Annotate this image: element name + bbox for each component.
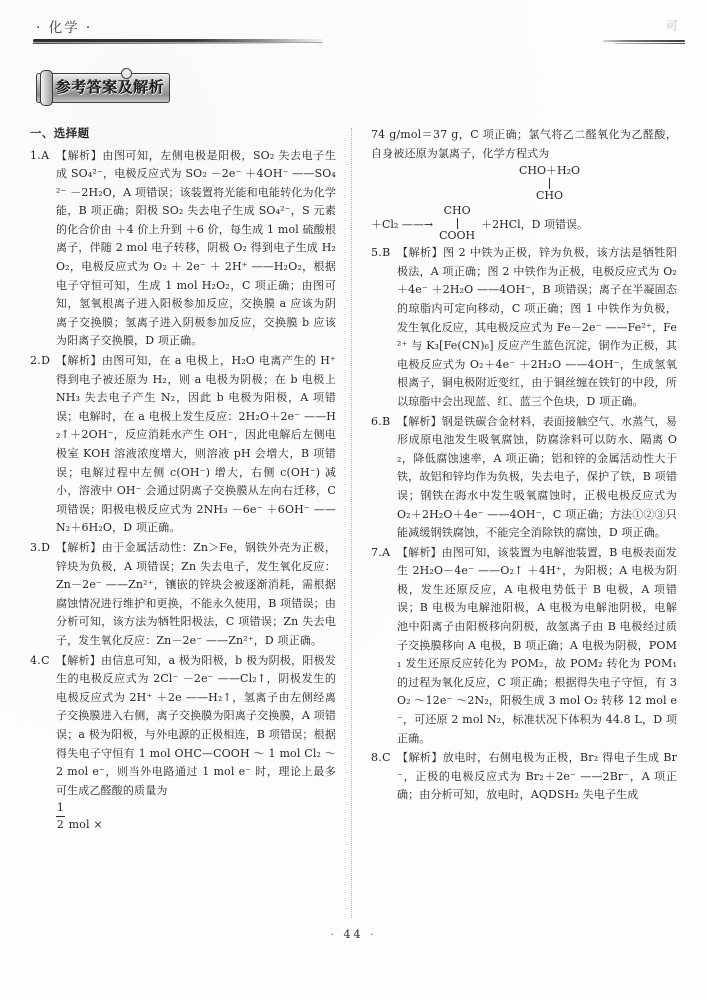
- formula-2-lead: ＋Cl₂ ——→: [371, 218, 434, 232]
- answer-number-1: 1.A: [30, 148, 50, 162]
- header-rule-right: [603, 40, 685, 42]
- structural-formula-1: [371, 164, 677, 203]
- answer-entry-8: [371, 749, 677, 805]
- fraction-bar: [56, 816, 65, 817]
- answer-body-4: 【解析】由信息可知，a 极为阳极，b 极为阴极，阳极发生的电极反应式为 2Cl⁻ －2e⁻ ——Cl₂↑，阴极发生的电极反应式为 2H⁺ ＋2e ——H₂↑，氢离子由左侧经离子交换膜进入右侧，离子交换膜为阳离子交换膜，A 项错误；a 极为阳极，与外电源的正极相连，B 项错误；根据得失电子守恒有 1 mol OHC—COOH ～ 1 mol Cl₂ ～ 2 mol e⁻，则当外电路通过 1 mol e⁻ 时，理论上最多可生成乙醛酸的质量为: [56, 653, 336, 797]
- header-rule-left: [33, 39, 323, 42]
- answer-entry-6: [371, 413, 677, 543]
- formula-2-tail: ＋2HCl，D 项错误。: [481, 218, 588, 232]
- answer-body-2: 【解析】由图可知，在 a 电极上，H₂O 电离产生的 H⁺ 得到电子被还原为 H₂，则 a 电极为阴极；在 b 电极上 NH₃ 失去电子产生 N₂，因此 b 电极为阳极，A 项错误；电解时，在 a 电极上发生反应：2H₂O＋2e⁻ ——H₂↑＋2OH⁻，反应消耗水产生 OH⁻，因此电解后左侧电极室 KOH 溶液浓度增大，则溶液 pH 会增大，B 项错误；电解过程中左侧 c(OH⁻) 增大，右侧 c(OH⁻) 减小，溶液中 OH⁻ 会通过阴离子交换膜从左向右迁移，C 项错误；阳极电极反应式为 2NH₃ －6e⁻ ＋6OH⁻ ——N₂＋6H₂O，D 项正确。: [56, 354, 336, 535]
- formula-1-bottom: CHO: [536, 189, 564, 203]
- column-divider: [351, 128, 352, 918]
- answer-entry-7: [371, 544, 677, 749]
- answer-number-4: 4.C: [30, 653, 50, 667]
- subject-mark: · 化学 ·: [36, 20, 93, 36]
- footer-dot-left: ·: [330, 928, 337, 941]
- answer-body-3: 【解析】由于金属活动性：Zn＞Fe，钢铁外壳为正极，锌块为负极，A 项错误；Zn 失去电子，发生氧化反应：Zn－2e⁻ ——Zn²⁺，镶嵌的锌块会被逐渐消耗，需根据腐蚀情况进行维护和更换，不能永久使用，B 项错误；由分析可知，该方法为牺牲阳极法，C 项错误；Zn 失去电子，发生氧化反应：Zn－2e⁻ ——Zn²⁺，D 项正确。: [56, 540, 336, 647]
- answer-body-7: 【解析】由图可知，该装置为电解池装置，B 电极表面发生 2H₂O－4e⁻ ——O₂↑ ＋4H⁺，为阳极；A 电极为阴极，发生还原反应，A 电极电势低于 B 电极，A 项错误；B 电极为电解池阳极，A 电极为电解池阴极，电解池中阳离子由阳极移向阴极，故氢离子由 B 电极经过质子交换膜移向 A 电极，B 项正确；A 电极为阴极，POM₁ 发生还原反应转化为 POM₂，故 POM₂ 转化为 POM₁ 的过程为氧化反应，C 项正确；根据得失电子守恒，有 3O₂ ～12e⁻ ～2N₂，阳极生成 3 mol O₂ 转移 12 mol e⁻，可还原 2 mol N₂，标准状况下体积为 44.8 L，D 项正确。: [397, 545, 677, 745]
- structural-formula-2: [371, 204, 677, 243]
- answer-entry-4: [30, 652, 336, 801]
- running-header: [0, 8, 707, 48]
- answer-body-5: 【解析】图 2 中铁为正极，锌为负极，该方法是牺牲阳极法，A 项正确；图 2 中铁作为正极，电极反应式为 O₂＋4e⁻ ＋2H₂O ——4OH⁻，B 项错误；离子在半凝固态的琼脂内可定向移动，C 项正确；图 1 中铁作为负极，发生氧化反应，其电极反应式为 Fe－2e⁻ ——Fe²⁺，Fe²⁺ 与 K₃[Fe(CN)₆] 反应产生蓝色沉淀，铜作为正极，其电极反应式为 O₂＋4e⁻ ＋2H₂O ——4OH⁻，生成氢氧根离子，铜电极附近变红，由于铜丝缠在铁钉的中段，所以琼脂中会出现蓝、红、蓝三个色块，D 项正确。: [397, 246, 677, 408]
- formula-2-bond: [457, 218, 458, 229]
- answer-entry-5: [371, 244, 677, 411]
- answer-body-6: 【解析】钢是铁碳合金材料，表面接触空气、水蒸气，易形成原电池发生吸氧腐蚀，防腐涂料可以防水、隔离 O₂，降低腐蚀速率，A 项正确；铝和锌的金属活动性大于铁，故铝和锌均作为负极，失去电子，保护了铁，B 项错误；钢铁在海水中发生吸氧腐蚀时，正极电极反应式为 O₂＋2H₂O＋4e⁻ ——4OH⁻，C 项正确；方法①②③只能减缓钢铁腐蚀，不能完全消除铁的腐蚀，D 项正确。: [397, 414, 677, 540]
- answer-number-5: 5.B: [371, 246, 391, 260]
- answer-number-8: 8.C: [371, 751, 391, 765]
- answer-body-8: 【解析】放电时，右侧电极为正极，Br₂ 得电子生成 Br⁻，正极的电极反应式为 Br₂＋2e⁻ ——2Br⁻，A 项正确；由分析可知，放电时，AQDSH₂ 失电子生成: [397, 751, 677, 802]
- formula-1-row: [519, 164, 677, 203]
- left-column: [30, 126, 336, 926]
- formula-2-top: CHO: [443, 204, 471, 218]
- banner-title: 参考答案及解析: [56, 78, 165, 96]
- formula-1-stack: [519, 164, 580, 203]
- trailing-fraction-line: [56, 801, 336, 835]
- page-number: 44: [343, 928, 364, 941]
- body-columns: [0, 126, 707, 926]
- banner-post: [40, 70, 53, 106]
- answer-entry-1: [30, 147, 336, 352]
- answer-body-1: 【解析】由图可知，左侧电极是阳极，SO₂ 失去电子生成 SO₄²⁻，电极反应式为 SO₂ －2e⁻ ＋4OH⁻ ——SO₄²⁻ －2H₂O，A 项错误；该装置将光能和电能转化为化学能，B 项正确；阳极 SO₂ 失去电子生成 SO₄²⁻，S 元素的化合价由 ＋4 价上升到 ＋6 价，每生成 1 mol 硫酸根离子，伴随 2 mol 电子转移，阴极 O₂ 得到电子生成 H₂O₂，电极反应式为 O₂ ＋ 2e⁻ ＋ 2H⁺ ——H₂O₂，根据电子守恒可知，生成 1 mol H₂O₂，C 项正确；由图可知，氢氧根离子进入阳极参加反应，交换膜 a 应该为阴离子交换膜；氢离子进入阴极参加反应，交换膜 b 应该为阳离子交换膜，D 项正确。: [56, 148, 336, 348]
- fraction-denominator: 2: [56, 818, 65, 832]
- formula-1-lead: CHO＋H₂O: [519, 164, 581, 178]
- continuation-text-top: 74 g/mol＝37 g，C 项正确；氯气将乙二醛氧化为乙醛酸，自身被还原为氯离子，化学方程式为: [371, 128, 677, 160]
- fraction-suffix: mol ×: [68, 818, 103, 832]
- fraction-half: [56, 801, 65, 832]
- answer-number-6: 6.B: [371, 414, 391, 428]
- answer-key-banner: [36, 70, 168, 104]
- formula-1-bond: [549, 178, 550, 189]
- footer-dot-right: ·: [370, 928, 377, 941]
- answer-entry-2: [30, 352, 336, 538]
- formula-2-bottom: COOH: [439, 229, 476, 243]
- corner-mark: 可: [665, 19, 679, 33]
- formula-2-stack: [439, 204, 475, 243]
- section-title-multiple-choice: 一、选择题: [30, 126, 90, 140]
- right-column: [371, 126, 677, 926]
- page-footer: [0, 928, 707, 941]
- answer-number-2: 2.D: [30, 354, 51, 368]
- answer-number-7: 7.A: [371, 545, 391, 559]
- formula-2-row: [371, 204, 677, 243]
- answer-number-3: 3.D: [30, 540, 51, 554]
- answer-entry-3: [30, 539, 336, 651]
- fraction-numerator: 1: [56, 801, 65, 815]
